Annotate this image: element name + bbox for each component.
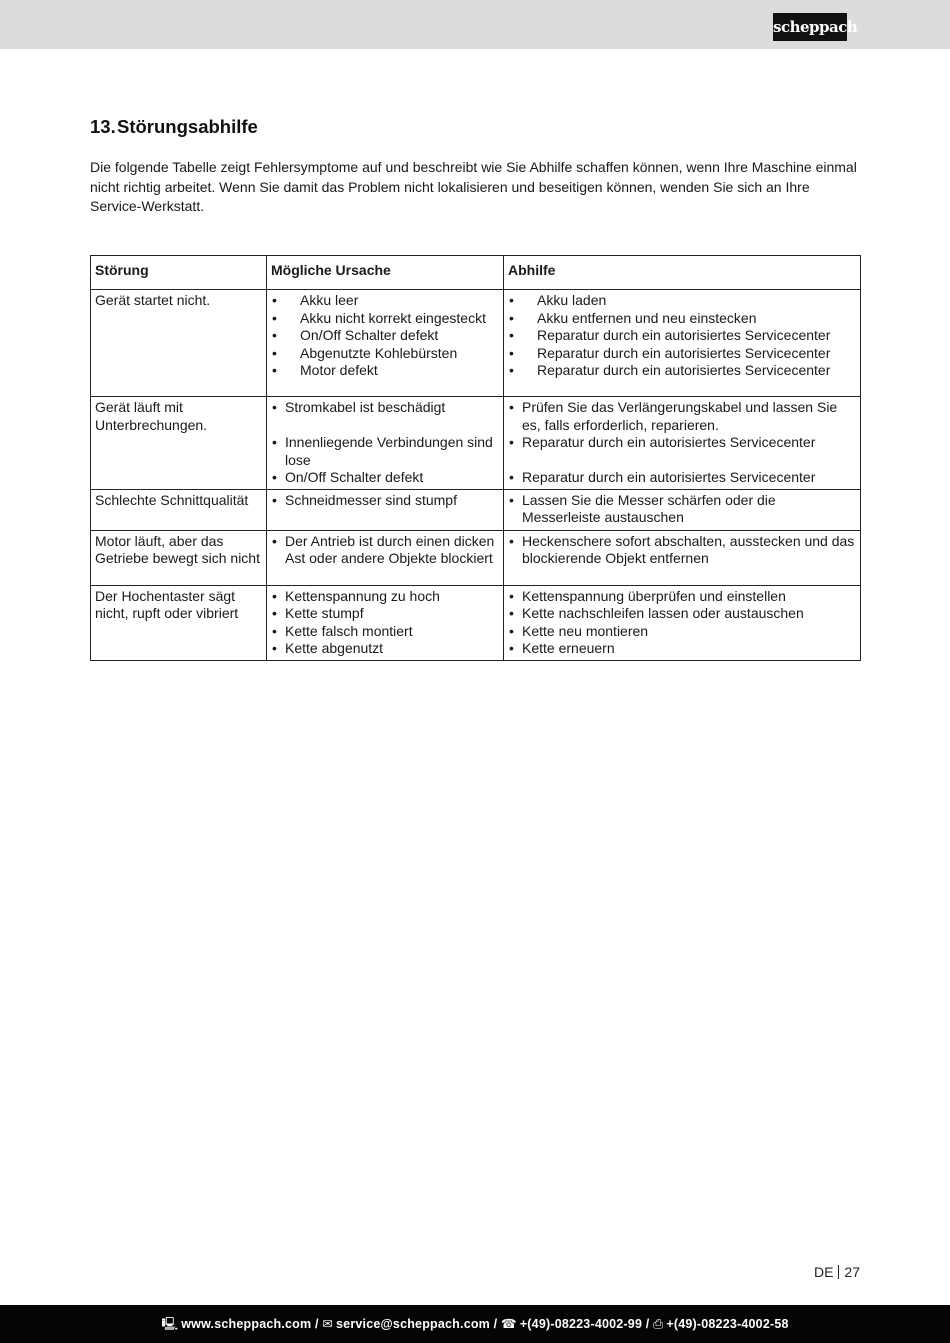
- remedy-list: [508, 399, 856, 487]
- fault-cell: Gerät startet nicht.: [91, 290, 267, 397]
- list-item: • Akku entfernen und neu einstecken: [508, 310, 856, 328]
- section-number: 13.: [90, 116, 116, 137]
- footer-email-link[interactable]: service@scheppach.com: [336, 1317, 490, 1331]
- header-fault: Störung: [91, 256, 267, 290]
- list-item: • Kette abgenutzt: [271, 640, 499, 658]
- fault-cell: Motor läuft, aber das Getriebe bewegt sich nicht: [91, 530, 267, 585]
- list-item: • Schneidmesser sind stumpf: [271, 492, 499, 510]
- cause-list: [271, 492, 499, 510]
- cause-list: [271, 292, 499, 380]
- list-item: • On/Off Schalter defekt: [271, 327, 499, 345]
- list-item: • Reparatur durch ein autorisiertes Servicecenter: [508, 327, 856, 345]
- fault-cell: Schlechte Schnittqualität: [91, 489, 267, 530]
- footer-separator: /: [490, 1317, 502, 1331]
- list-item: • Akku laden: [508, 292, 856, 310]
- remedy-list: [508, 533, 856, 568]
- scheppach-logo: scheppach: [773, 13, 847, 41]
- list-item: • Kette erneuern: [508, 640, 856, 658]
- remedy-list: [508, 292, 856, 380]
- list-item: • Kette nachschleifen lassen oder austauschen: [508, 605, 856, 623]
- remedy-cell: [504, 397, 861, 490]
- cause-list: [271, 399, 499, 487]
- footer-separator: /: [311, 1317, 323, 1331]
- list-item: • Reparatur durch ein autorisiertes Servicecenter: [508, 469, 856, 487]
- list-item: • Innenliegende Verbindungen sind lose: [271, 434, 499, 469]
- fax-icon: ⎙: [653, 1317, 664, 1331]
- list-item: • Akku nicht korrekt eingesteckt: [271, 310, 499, 328]
- list-item: • Heckenschere sofort abschalten, ausstecken und das blockierende Objekt entfernen: [508, 533, 856, 568]
- list-item: • Lassen Sie die Messer schärfen oder die Messerleiste austauschen: [508, 492, 856, 527]
- table-header-row: [91, 256, 861, 290]
- section-title: Störungsabhilfe: [117, 116, 258, 137]
- table-row: [91, 397, 861, 490]
- cause-list: [271, 588, 499, 658]
- header-cause: Mögliche Ursache: [267, 256, 504, 290]
- section-heading: [90, 116, 258, 138]
- fault-cell: Gerät läuft mit Unterbrechungen.: [91, 397, 267, 490]
- cause-cell: [267, 489, 504, 530]
- top-header-bar: [0, 0, 950, 49]
- list-item: • Reparatur durch ein autorisiertes Servicecenter: [508, 345, 856, 363]
- email-icon: ✉: [322, 1317, 334, 1331]
- list-item: • On/Off Schalter defekt: [271, 469, 499, 487]
- page-number-value: 27: [844, 1264, 860, 1280]
- list-item: • Kette neu montieren: [508, 623, 856, 641]
- list-item: • Kettenspannung überprüfen und einstellen: [508, 588, 856, 606]
- fault-cell: Der Hochentaster sägt nicht, rupft oder vibriert: [91, 585, 267, 660]
- table-row: [91, 585, 861, 660]
- list-item: • Kette stumpf: [271, 605, 499, 623]
- cause-cell: [267, 397, 504, 490]
- page-language: DE: [813, 1264, 834, 1280]
- cause-cell: [267, 530, 504, 585]
- list-item: • Akku leer: [271, 292, 499, 310]
- list-item: • Der Antrieb ist durch einen dicken Ast oder andere Objekte blockiert: [271, 533, 499, 568]
- list-item: • Prüfen Sie das Verlängerungskabel und lassen Sie es, falls erforderlich, reparieren.: [508, 399, 856, 434]
- cause-list: [271, 533, 499, 568]
- list-item: • Reparatur durch ein autorisiertes Servicecenter: [508, 434, 856, 452]
- list-item: • Reparatur durch ein autorisiertes Servicecenter: [508, 362, 856, 380]
- phone-icon: ☎: [501, 1317, 517, 1331]
- troubleshooting-table: [90, 255, 861, 661]
- remedy-list: [508, 492, 856, 527]
- header-remedy: Abhilfe: [504, 256, 861, 290]
- intro-paragraph: Die folgende Tabelle zeigt Fehlersymptome auf und beschreibt wie Sie Abhilfe schaffen können, wenn Ihre Maschine einmal nicht richtig arbeitet. Wenn Sie damit das Problem nicht lokalisieren und beseitigen können, wenden Sie sich an Ihre Service-Werkstatt.: [90, 159, 857, 214]
- remedy-cell: [504, 290, 861, 397]
- footer-separator: /: [642, 1317, 654, 1331]
- computer-icon: 🖳: [161, 1317, 179, 1331]
- table-row: [91, 290, 861, 397]
- remedy-list: [508, 588, 856, 658]
- table-row: [91, 530, 861, 585]
- table-row: [91, 489, 861, 530]
- list-item: • Motor defekt: [271, 362, 499, 380]
- remedy-cell: [504, 530, 861, 585]
- footer-website-link[interactable]: www.scheppach.com: [181, 1317, 312, 1331]
- footer-fax: +(49)-08223-4002-58: [666, 1317, 789, 1331]
- contact-footer-bar: [0, 1305, 950, 1343]
- page-number: [800, 1264, 860, 1280]
- footer-phone: +(49)-08223-4002-99: [519, 1317, 643, 1331]
- list-item: • Stromkabel ist beschädigt: [271, 399, 499, 417]
- list-item: • Kette falsch montiert: [271, 623, 499, 641]
- cause-cell: [267, 290, 504, 397]
- remedy-cell: [504, 489, 861, 530]
- cause-cell: [267, 585, 504, 660]
- page-number-divider: [838, 1265, 839, 1279]
- list-item: • Abgenutzte Kohlebürsten: [271, 345, 499, 363]
- remedy-cell: [504, 585, 861, 660]
- list-item: • Kettenspannung zu hoch: [271, 588, 499, 606]
